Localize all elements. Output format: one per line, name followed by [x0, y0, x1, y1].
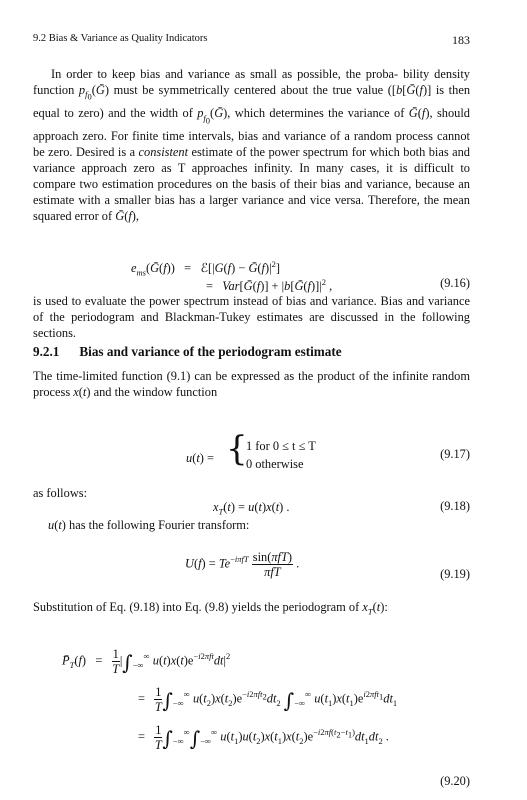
equation-9-16-line1: $e_{ms}(Ḡ(f))$ = ℰ[|G(f) − $Ḡ(f)|^2$]: [131, 259, 280, 278]
equation-number: (9.19): [440, 567, 470, 581]
equation-number: (9.16): [440, 276, 470, 290]
equation-9-17-case1: 1 for 0 ≤ t ≤ T: [246, 439, 316, 453]
as-follows-text: as follows:: [33, 486, 88, 500]
equation-9-20-line3: = $\frac{1}{T}$ $\int_{-\infty}^\infty\int_{-\infty}^\infty$ $u(t_1)u(t_2)x(t_1)x(t_2)e^{-i2\pi f(t_2-t_1)}dt_1dt_2$ .: [138, 723, 389, 752]
running-head: [33, 33, 470, 47]
section-heading: 9.2.1 Bias and variance of the periodogram estimate: [33, 344, 342, 359]
section-header: 9.2 Bias & Variance as Quality Indicators: [33, 33, 208, 44]
equation-number: (9.18): [440, 499, 470, 513]
equation-number: (9.20): [440, 774, 470, 788]
equation-9-20-line2: = $\frac{1}{T}$ $\int_{-\infty}^\infty$ $u(t_2)x(t_2)e^{-i2\pi ft_2}dt_2$ $\int_{-\infty}^\infty$ $u(t_1)x(t_1)e^{i2\pi ft_1}dt_1$: [138, 685, 398, 714]
brace-glyph: {: [226, 429, 248, 469]
equation-9-16-line2: = Var[Ḡ(f)] + $|b[Ḡ(f)]|^2$ ,: [206, 277, 333, 294]
equation-9-17-lhs: u(t) =: [186, 451, 215, 465]
equation-number: (9.17): [440, 447, 470, 461]
equation-9-18: $x_T(t) = u(t)x(t)$ .: [213, 500, 290, 517]
page-number: 183: [452, 33, 470, 47]
paragraph-intro: In order to keep bias and variance as small as possible, the proba- bility density function $p_{f_0}(Ḡ)$ must be symmetrically centered about the true value ([b[Ḡ(f)] is then equal to zero) and the width of $p_{f_0}(Ḡ)$, which determines the variance of Ḡ(f), should approach zero. For finite time intervals, bias and variance of a random process cannot be zero. Desired is a consistent estimate of the power spectrum for which both bias and variance approach zero as T approaches infinity. In many cases, it is difficult to compare two estimation procedures on the basis of their bias and variance, because an estimate with a smaller bias has a larger variance and vice versa. Therefore, the mean squared error of Ḡ(f),: [33, 67, 471, 224]
equation-9-20-line1: $P̄_T(f)$ = $\frac{1}{T}$ $|\int_{-\infty}^\infty$ $u(t)x(t)e^{-i2\pi ft}dt|^2$: [62, 647, 231, 676]
paragraph-window: The time-limited function (9.1) can be expressed as the product of the infinite random process x(t) and the window function: [33, 369, 470, 399]
paragraph-substitution: Substitution of Eq. (9.18) into Eq. (9.8) yields the periodogram of $x_T(t)$:: [33, 600, 388, 617]
fourier-transform-text: u(t) has the following Fourier transform:: [48, 518, 250, 532]
paragraph-evaluate: is used to evaluate the power spectrum instead of bias and variance. Bias and variance of the periodogram and Blackman-Tukey estimates are discussed in the following sections.: [33, 294, 470, 340]
equation-9-17-case2: 0 otherwise: [246, 457, 304, 471]
equation-9-19: $U(f) = Te^{-i\pi fT}$ $\frac{\text{sin(πfT)}}{\text{πfT}}$ .: [185, 550, 300, 579]
